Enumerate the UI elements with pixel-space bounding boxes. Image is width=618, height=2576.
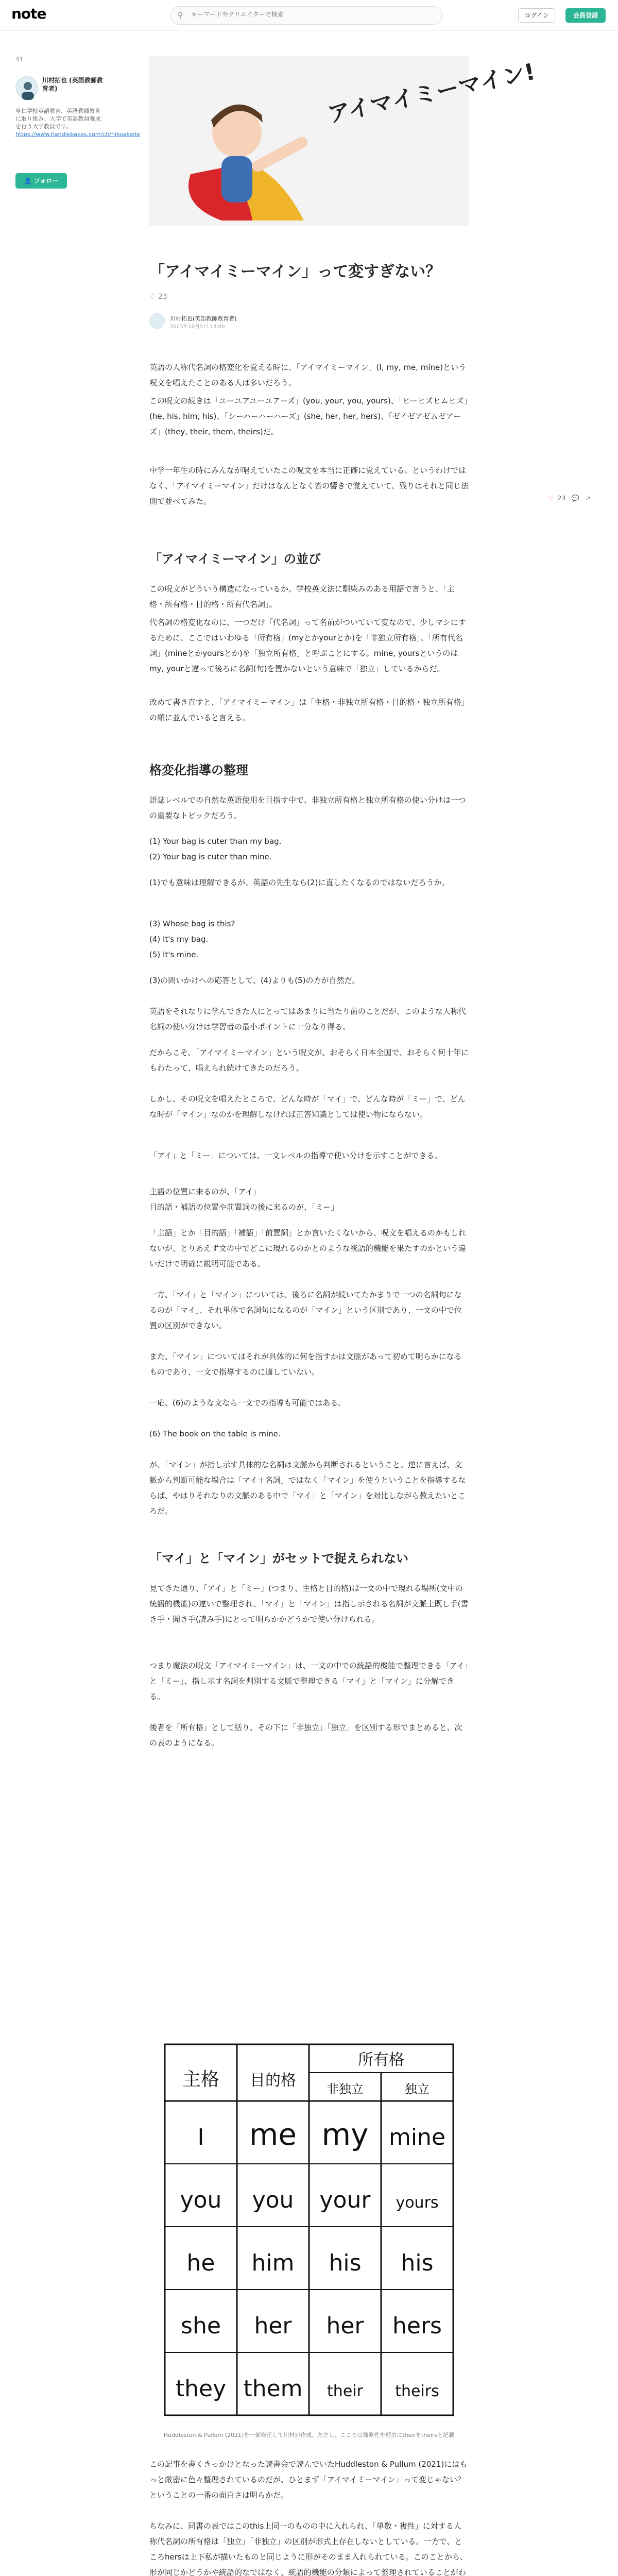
table-cell: her	[326, 2313, 364, 2339]
table-cell: I	[197, 2124, 204, 2150]
sec2-p11: 一方、「マイ」と「マイン」については、後ろに名詞が続いてたかまりで一つの名詞句になるのが「マイ」、それ単体で名詞句になるのが「マイン」という区別であり、一文の中で位置の区別ができない。	[149, 1290, 462, 1330]
sec3-p2: つまり魔法の呪文「アイマイミーマイン」は、一文の中での統語的機能で整理できる「アイ」と「ミー」、指し示す名詞を判別する文脈で整理できる「マイ」と「マイン」に分解できる。	[149, 1661, 469, 1701]
header-independent: 独立	[405, 2082, 430, 2096]
author-bio-link[interactable]: https://www.handlebakes.com/ch/nikoakeite	[15, 131, 141, 138]
author-byline	[149, 313, 469, 334]
heart-icon[interactable]: ♡	[548, 495, 554, 502]
floating-actions	[548, 495, 610, 502]
table-cell: him	[251, 2250, 295, 2276]
table-cell: he	[186, 2250, 215, 2276]
article-title: 「アイマイミーマイン」って変すぎない？	[149, 263, 441, 281]
floating-like-count: 23	[557, 495, 566, 502]
search-box[interactable]	[170, 6, 443, 25]
intro-paragraph-3: 中学一年生の時にみんなが唱えていたこの呪文を本当に正確に覚えている。というわけではなく、「アイマイミーマイン」だけはなんとなく皆の響きで覚えていて、残りはそれと同じ法則で並べてみた。	[149, 466, 469, 506]
note-logo[interactable]: note	[11, 5, 46, 22]
sec1-paragraph-2: 代名詞の格変化なのに、一つだけ「代名詞」って名前がついていて変なので、少しマシにするために、ここではいわゆる「所有格」(myとかyourとか)を「非独立所有格」、「所有代名詞」(mineとかyoursとか)を「独立所有格」と呼ぶことにする。mine, yoursというのはmy, yourと違って後ろに名詞(句)を置かないという意味で「独立」しているからだ。	[149, 618, 466, 673]
sec2-p5: だからこそ、「アイマイミーマイン」という呪文が、おそらく日本全国で、おそらく何十年にもわたって、唱えられ続けてきたのだろう。	[149, 1048, 469, 1073]
section-heading-2: 格変化指導の整理	[149, 763, 248, 777]
sec2-p3: (3)の問いかけへの応答として、(4)よりも(5)の方が自然だ。	[149, 976, 360, 985]
author-name[interactable]: 川村拓也 (英語教師教育者)	[42, 77, 103, 92]
sec2-ex1: (1) Your bag is cuter than my bag.	[149, 837, 282, 846]
sidebar-kicker: 41	[15, 56, 24, 63]
table-cell: theirs	[395, 2382, 439, 2400]
sec2-ex2: (2) Your bag is cuter than mine.	[149, 852, 272, 861]
author-avatar[interactable]	[15, 76, 38, 99]
login-button[interactable]: ログイン	[518, 8, 555, 23]
sec2-ex4: (4) It's my bag.	[149, 935, 209, 944]
table-cell: me	[249, 2117, 297, 2152]
table-cell: you	[252, 2187, 294, 2213]
header-accusative: 目的格	[250, 2072, 296, 2090]
svg-text:アイマイミーマイン!: アイマイミーマイン!	[325, 58, 538, 128]
sec2-p12: また、「マイン」についてはそれが具体的に何を指すかは文脈があって初めて明らかになるものであり、一文で指導するのに適していない。	[149, 1352, 462, 1377]
sec2-ex5: (5) It's mine.	[149, 950, 199, 959]
title-like[interactable]	[149, 293, 167, 301]
signup-button[interactable]: 会員登録	[565, 8, 606, 23]
table-cell: she	[181, 2313, 221, 2339]
follow-button[interactable]	[15, 173, 67, 189]
table-cell: my	[321, 2117, 369, 2152]
sec2-p4: 英語をそれなりに学んできた人にとってはあまりに当たり前のことだが、このような人称代名詞の使い分けは学習者の最小ポイントに十分なり得る。	[149, 1007, 466, 1031]
byline-name[interactable]: 川村拓也(英語教師教育者)	[170, 315, 237, 322]
table-cell: mine	[388, 2124, 446, 2150]
intro-paragraph-2: この呪文の続きは「ユーユアユーユアーズ」(you, your, you, yours)、「ヒーヒズヒムヒズ」(he, his, him, his)、「シーハーハーハーズ」(she, her, her, hers)、「ゼイゼアゼムゼアーズ」(they, their, them, theirs)だ。	[149, 396, 468, 436]
sec2-p14: が、「マイン」が指し示す具体的な名詞は文脈から判断されるということ。逆に言えば、文脈から判断可能な場合は「マイ＋名詞」ではなく「マイン」を使うということを指導するならば、やはりそれなりの文脈のある中で「マイ」と「マイン」を対比しながら教えたいところだ。	[149, 1460, 466, 1516]
person-icon: 👤	[24, 177, 32, 184]
table-cell: them	[243, 2376, 303, 2402]
section-heading-3: 「マイ」と「マイン」がセットで捉えられない	[149, 1551, 409, 1566]
pronoun-table-svg	[149, 2034, 469, 2426]
figure-caption: Huddleston & Pullum (2021)を一部修正して川村が作成。ただし、ここでは簡略性を理由にtheirをtheirsと記載	[163, 2432, 455, 2438]
hero-image	[149, 56, 538, 226]
intro-paragraph-1: 英語の人称代名詞の格変化を覚える時に、「アイマイミーマイン」(I, my, me, mine)という呪文を唱えたことのある人は多いだろう。	[149, 363, 467, 387]
table-cell: you	[180, 2187, 222, 2213]
sec2-p1: 語誌レベルでの自然な英語使用を目指す中で、非独立所有格と独立所有格の使い分けは一つの重要なトピックだろう。	[149, 795, 466, 820]
sec4-p2: ちなみに、同書の表ではこのthis上同一のものの中に入れられ、「単数・複性」に対する人称代名詞の所有格は「独立」「非独立」の区別が形式上存在しないとしている。一方で、ところhersは上下私が描いたものと同じように形がそのまま入れられている。このことから、形が同じかどうかや統語的なではなく、統語的機能の分類によって整理されていることがわ	[149, 2521, 468, 2576]
comment-icon[interactable]: 💬	[571, 495, 579, 502]
header-nominative: 主格	[182, 2069, 220, 2090]
table-cell: they	[175, 2376, 227, 2402]
table-cell: her	[254, 2313, 292, 2339]
header-dependent: 非独立	[327, 2082, 364, 2096]
sec2-p9: 目的語・補語の位置や前置詞の後に来るのが、「ミー」	[149, 1202, 339, 1212]
title-like-count: 23	[158, 293, 167, 301]
sec3-p3: 後者を「所有格」として括り、その下に「非独立」「独立」を区別する形でまとめると、次の表のようになる。	[149, 1723, 462, 1748]
sec2-p10: 「主語」とか「目的語」「補語」「前置詞」とか言いたくないから、呪文を唱えるのかもしれないが、とりあえず文の中でどこに現れるのかとのような統語的機能を果たすのかという違いだけで明確に説明可能である。	[149, 1228, 467, 1268]
top-header	[0, 0, 618, 31]
byline-avatar[interactable]	[149, 313, 165, 329]
follow-label: フォロー	[33, 177, 59, 184]
sec2-p6: しかし、その呪文を唱えたところで、どんな時が「マイ」で、どんな時が「ミー」で、どんな時が「マイン」なのかを理解しなければ正答知識としては使い物にならない。	[149, 1094, 466, 1119]
search-input[interactable]	[191, 11, 428, 18]
sec2-p2: (1)でも意味は理解できるが、英語の先生なら(2)に直したくなるのではないだろうか。	[149, 878, 450, 887]
author-sidebar	[15, 56, 141, 184]
sec2-ex6: (6) The book on the table is mine.	[149, 1429, 281, 1438]
sec2-p8: 主語の位置に来るのが、「アイ」	[149, 1187, 261, 1196]
search-icon: ⚲	[178, 11, 183, 20]
sec4-p1: この記事を書くきっかけとなった読書会で読んでいたHuddleston & Pullum (2021)にはもっと厳密に色々整理されているのだが、ひとまず「アイマイミーマイン」って変じゃない？ということの一番の面白さは明らかだ。	[149, 2460, 468, 2500]
sec2-ex3: (3) Whose bag is this?	[149, 919, 235, 928]
sec1-paragraph-3: 改めて書き直すと、「アイマイミーマイン」は「主格・非独立所有格・目的格・独立所有格」の順に並んでいると言える。	[149, 698, 466, 722]
author-bio	[15, 107, 141, 138]
table-cell: hers	[392, 2313, 442, 2339]
share-icon[interactable]: ↗	[585, 495, 591, 502]
header-possessive: 所有格	[358, 2051, 404, 2069]
table-cell: his	[329, 2250, 362, 2276]
sec2-p13: 一応、(6)のような文なら一文での指導も可能ではある。	[149, 1398, 346, 1408]
author-bio-text: 皇仁学校英語教育、英語教師教育に取り組み、大学で英語教員養成を行う大学教員です。	[15, 108, 101, 130]
heart-icon[interactable]: ♡	[149, 293, 156, 301]
table-cell: his	[401, 2250, 434, 2276]
table-cell: yours	[396, 2194, 439, 2212]
pronoun-table-figure	[149, 2034, 469, 2426]
table-cell: their	[327, 2382, 363, 2400]
section-heading-1: 「アイマイミーマイン」の並び	[149, 552, 321, 566]
sec2-p7: 「アイ」と「ミー」については、一文レベルの指導で使い分けを示すことができる。	[149, 1151, 442, 1160]
sec1-paragraph-1: この呪文がどういう構造になっているか。学校英文法に馴染みのある用語で言うと、「主格・所有格・目的格・所有代名詞」。	[149, 584, 455, 609]
table-cell: your	[319, 2187, 371, 2213]
byline-date: 2023年10月5日 13:00	[170, 324, 225, 330]
sec3-p1: 見てきた通り、「アイ」と「ミー」(つまり、主格と目的格)は一文の中で現れる場所(文中の統語的機能)の違いで整理され、「マイ」と「マイン」は指し示される名詞が文脈上既し手(書き手・聞き手(読み手)にとって明らかかどうかで使い分けられる。	[149, 1584, 469, 1624]
